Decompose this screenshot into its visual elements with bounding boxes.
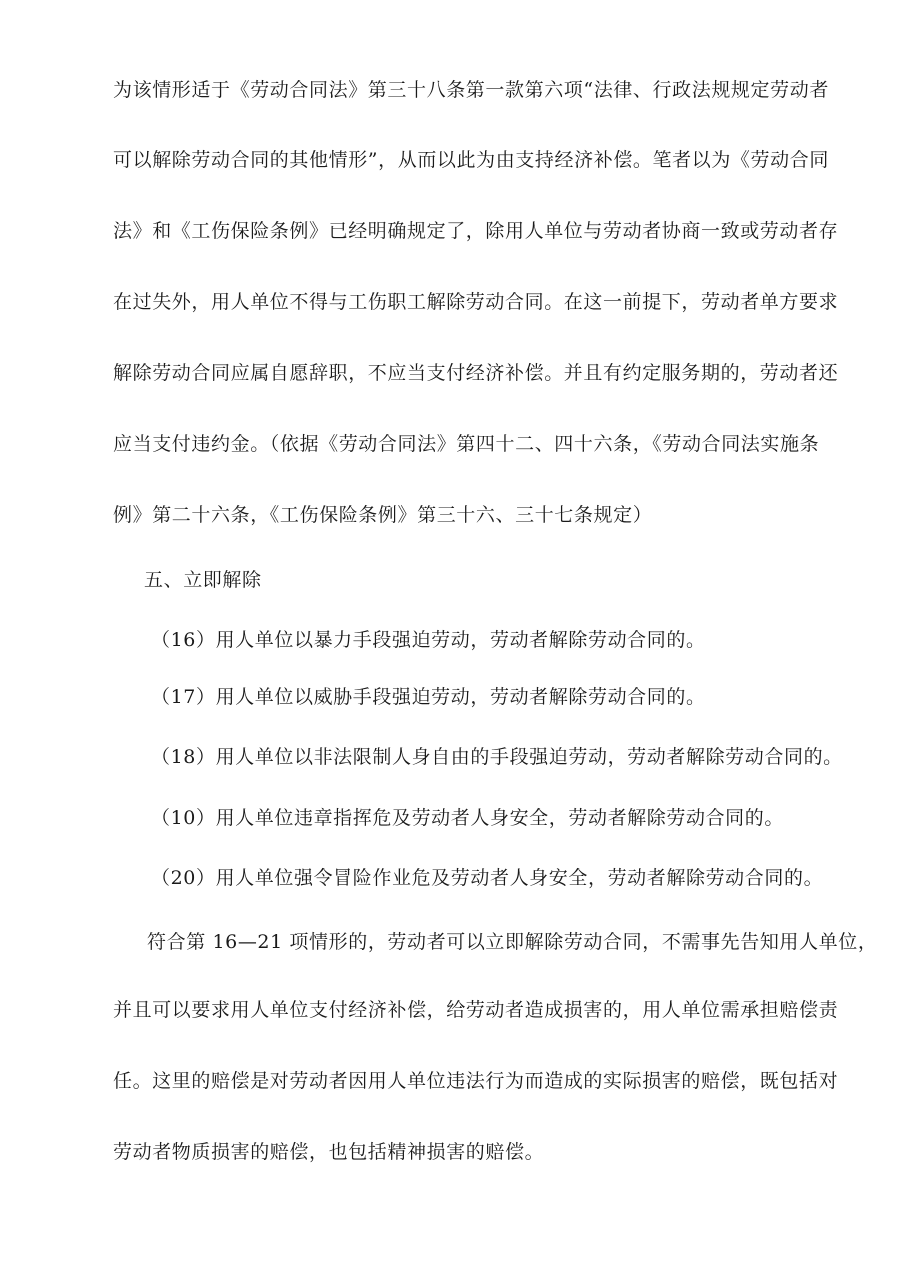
paragraph-1-line: 解除劳动合同应属自愿辞职，不应当支付经济补偿。并且有约定服务期的，劳动者还 <box>113 362 839 384</box>
section-heading: 五、立即解除 <box>144 569 262 591</box>
list-item: （20）用人单位强令冒险作业危及劳动者人身安全，劳动者解除劳动合同的。 <box>151 867 824 889</box>
paragraph-2-line: 并且可以要求用人单位支付经济补偿，给劳动者造成损害的，用人单位需承担赔偿责 <box>113 999 839 1021</box>
paragraph-2-line: 符合第 16—21 项情形的，劳动者可以立即解除劳动合同，不需事先告知用人单位， <box>147 931 878 953</box>
list-item: （18）用人单位以非法限制人身自由的手段强迫劳动，劳动者解除劳动合同的。 <box>151 746 843 768</box>
list-item: （10）用人单位违章指挥危及劳动者人身安全，劳动者解除劳动合同的。 <box>151 807 784 829</box>
paragraph-2-line: 劳动者物质损害的赔偿，也包括精神损害的赔偿。 <box>113 1141 545 1163</box>
paragraph-1-line: 法》和《工伤保险条例》已经明确规定了，除用人单位与劳动者协商一致或劳动者存 <box>113 220 839 242</box>
paragraph-2-line: 任。这里的赔偿是对劳动者因用人单位违法行为而造成的实际损害的赔偿，既包括对 <box>113 1070 839 1092</box>
paragraph-1-line: 应当支付违约金。（依据《劳动合同法》第四十二、四十六条，《劳动合同法实施条 <box>113 433 820 455</box>
paragraph-1-line: 在过失外，用人单位不得与工伤职工解除劳动合同。在这一前提下，劳动者单方要求 <box>113 291 839 313</box>
paragraph-1-line: 例》第二十六条，《工伤保险条例》第三十六、三十七条规定） <box>113 504 653 526</box>
list-item: （16）用人单位以暴力手段强迫劳动，劳动者解除劳动合同的。 <box>151 629 706 651</box>
list-item: （17）用人单位以威胁手段强迫劳动，劳动者解除劳动合同的。 <box>151 686 706 708</box>
paragraph-1-line: 可以解除劳动合同的其他情形”，从而以此为由支持经济补偿。笔者以为《劳动合同 <box>113 149 829 171</box>
paragraph-1-line: 为该情形适于《劳动合同法》第三十八条第一款第六项“法律、行政法规规定劳动者 <box>113 79 829 101</box>
